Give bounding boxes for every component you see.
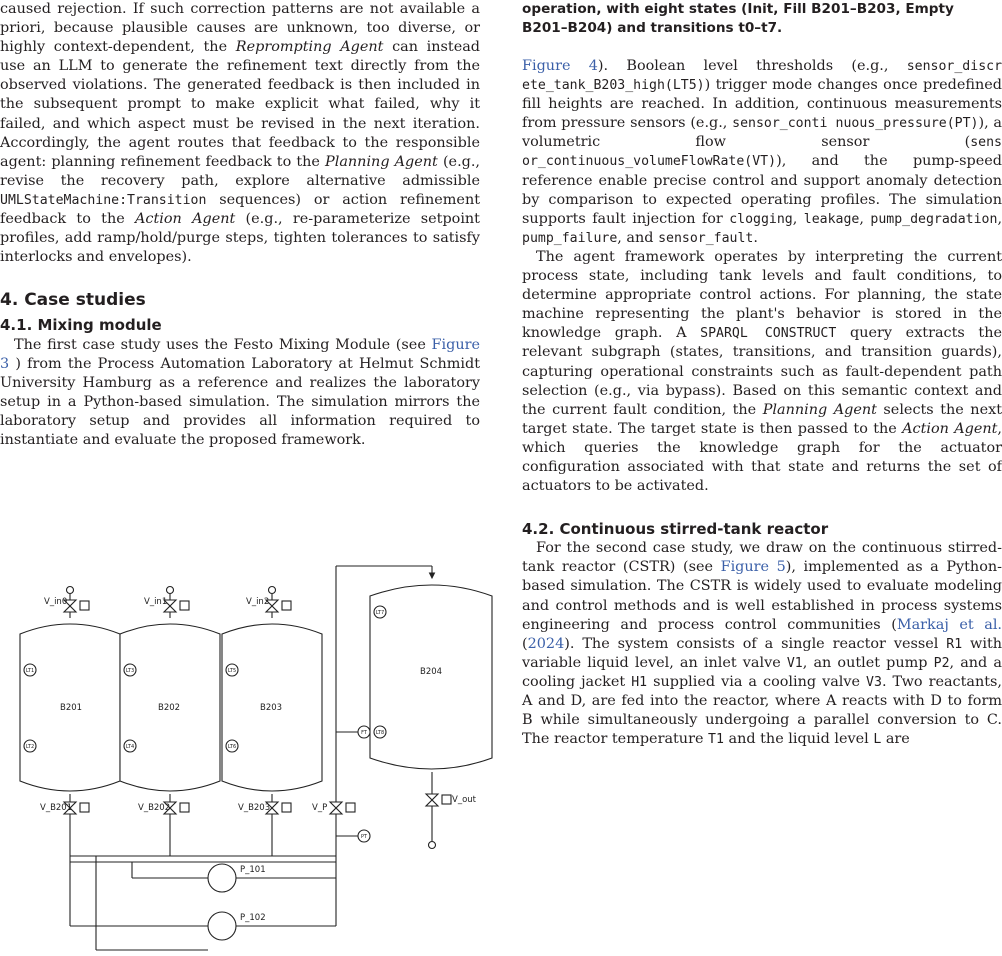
sensor-label: LT1 [25,668,35,674]
figure-5-link[interactable]: Figure 5 [720,559,786,576]
subsection-heading-cstr: 4.2. Continuous stirred-tank reactor [522,520,829,539]
pump-label: P_102 [240,913,266,923]
sensor-label: LT5 [227,668,237,674]
sensor-label: LT3 [125,668,135,674]
sensor-label: LT8 [375,730,385,736]
valve-label: V_B203 [238,803,271,813]
mixing-paragraph: The first case study uses the Festo Mixing Module (see Figure 3 ) from the Process Automation Laboratory at Helmut Schmidt University Hamburg as a reference and realizes the laboratory setup in a Python-based simulation. The simulation mirrors the laboratory setup and provides all information required to instantiate and evaluate the proposed framework. [0,336,480,448]
section-heading: 4. Case studies [0,290,146,311]
valve-label: V_in1 [144,597,168,607]
sensor-label: FT [361,730,367,736]
tank-label: B203 [260,703,283,713]
tank-label: B202 [158,703,181,713]
sensor-label: LT6 [227,744,237,750]
left-column [0,0,480,450]
figure-4-link[interactable]: Figure 4 [522,58,598,74]
framework-paragraph: The agent framework operates by interpreting the current process state, including tank levels and fault conditions, to determine appropriate control actions. For planning, the state machine representing the plant's behavior is stored in the knowledge graph. A SPARQL CONSTRUCT query extracts the relevant subgraph (states, transitions, and transition guards), capturing operational constraints such as fault-dependent path selection (e.g., via bypass). Based on this semantic context and the current fault condition, the Planning Agent selects the next target state. The target state is then passed to the Action Agent, which queries the knowledge graph for the actuator configuration associated with that state and returns the set of actuators to be activated. [522,248,1002,495]
sensor-paragraph: Figure 4). Boolean level thresholds (e.g., sensor_discr ete_tank_B203_high(LT5)) trigger mode changes once predefined fill heights are reached. In addition, continuous measurements from pressure sensors (e.g., sensor_conti nuous_pressure(PT)), a volumetric flow sensor (sens or_continuous_volumeFlowRate(VT)), and the pump-speed reference enable precise control and support anomaly detection by comparison to expected operating profiles. The simulation supports fault injection for clogging, leakage, pump_degradation, pump_failure, and sensor_fault. [522,58,1002,246]
right-column [522,0,1002,749]
sensor-label: LT4 [125,744,135,750]
tank-label: B204 [420,667,443,677]
pump-label: P_101 [240,865,266,875]
valve-label: V_B201 [40,803,73,813]
sensor-label: LT2 [25,744,35,750]
valve-label: V_B202 [138,803,171,813]
citation-year-link[interactable]: 2024 [527,635,565,652]
figure-3-link[interactable]: Figure 3 [0,336,480,372]
subsection-heading-mixing: 4.1. Mixing module [0,316,162,335]
figure-caption: operation, with eight states (Init, Fill B201–B203, Empty B201–B204) and transitions t0–t7. [522,1,954,36]
citation-link[interactable]: Markaj et al. [896,616,1002,633]
valve-label: V_P [312,803,328,813]
valve-label: V_in0 [44,597,68,607]
valve-label: V_out [452,795,476,805]
intro-paragraph: caused rejection. If such correction patterns are not available a priori, because plausible causes are unknown, too diverse, or highly context-dependent, the Reprompting Agent can instead use an LLM to generate the refinement text directly from the observed violations. The generated feedback is then included in the subsequent prompt to make explicit what failed, why it failed, and which aspect must be revised in the next iteration. Accordingly, the agent routes that feedback to the responsible agent: planning refinement feedback to the Planning Agent (e.g., revise the recovery path, explore alternative admissible UMLStateMachine:Transition sequences) or action refinement feedback to the Action Agent (e.g., re-parameterize setpoint profiles, add ramp/hold/purge steps, tighten tolerances to satisfy interlocks and envelopes). [0,1,481,266]
valve-label: V_in2 [246,597,270,607]
tank-label: B201 [60,703,83,713]
mixing-module-diagram [0,566,500,956]
sensor-label: PT [360,834,368,840]
cstr-paragraph: For the second case study, we draw on the continuous stirred-tank reactor (CSTR) (see Figure 5), implemented as a Python-based simulation. The CSTR is widely used to evaluate modeling and control methods and is well established in process systems engineering and process control communities (Markaj et al. (2024). The system consists of a single reactor vessel R1 with variable liquid level, an inlet valve V1, an outlet pump P2, and a cooling jacket H1 supplied via a cooling valve V3. Two reactants, A and D, are fed into the reactor, where A reacts with D to form B while simultaneously undergoing a parallel conversion to C. The reactor temperature T1 and the liquid level L are [522,540,1002,748]
sensor-label: LT7 [375,610,385,616]
